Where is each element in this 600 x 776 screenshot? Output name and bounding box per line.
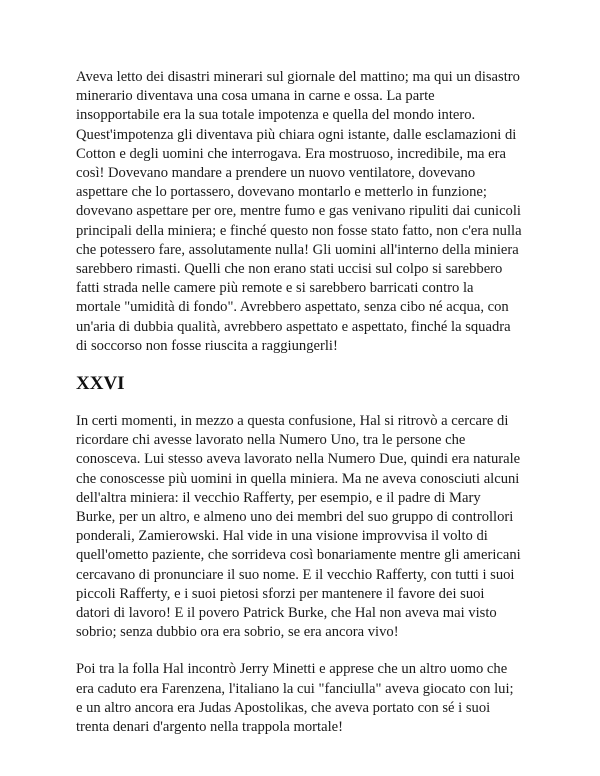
paragraph-gap [76, 642, 546, 660]
paragraph-3: Poi tra la folla Hal incontrò Jerry Minetti e apprese che un altro uomo che era caduto era Farenzena, l'italiano la cui "fanciulla" aveva giocato con lui; e un altro ancora era Judas Apostolikas, che aveva portato con sé i suoi trenta denari d'argento nella trappola mortale! [76, 661, 514, 736]
chapter-heading: XXVI [76, 373, 125, 395]
paragraph-1: Aveva letto dei disastri minerari sul giornale del mattino; ma qui un disastro minerario diventava una cosa umana in carne e ossa. La parte insopportabile era la sua totale impotenza e quella del mondo intero. Quest'impotenza gli diventava più chiara ogni istante, dalle esclamazioni di Cotton e degli uomini che interrogava. Era mostruoso, incredibile, ma era così! Dovevano mandare a prendere un nuovo ventilatore, dovevano aspettare che lo portassero, dovevano montarlo e metterlo in funzione; dovevano aspettare per ore, mentre fumo e gas venivano ripuliti dai cunicoli principali della miniera; e finché questo non fosse stato fatto, non c'era nulla che potessero fare, assolutamente nulla! Gli uomini all'interno della miniera sarebbero rimasti. Quelli che non erano stati uccisi sul colpo si sarebbero fatti strada nelle camere più remote e si sarebbero barricati contro la mortale "umidità di fondo". Avrebbero aspettato, senza cibo né acqua, con un'aria di dubbia qualità, avrebbero aspettato e aspettato, finché la squadra di soccorso non fosse riuscita a raggiungerli! [76, 69, 522, 354]
document-page [76, 68, 546, 737]
paragraph-2: In certi momenti, in mezzo a questa confusione, Hal si ritrovò a cercare di ricordare chi avesse lavorato nella Numero Uno, tra le persone che conosceva. Lui stesso aveva lavorato nella Numero Due, quindi era naturale che conoscesse più uomini in quella miniera. Ma ne aveva conosciuti alcuni dell'altra miniera: il vecchio Rafferty, per esempio, e il padre di Mary Burke, per un altro, e almeno uno dei membri del suo gruppo di controllori ponderali, Zamierowski. Hal vide in una visione improvvisa il volto di quell'ometto paziente, che sorrideva così bonariamente mentre gli americani cercavano di pronunciare il suo nome. E il vecchio Rafferty, con tutti i suoi piccoli Rafferty, e i suoi pietosi sforzi per mantenere il favore dei suoi datori di lavoro! E il povero Patrick Burke, che Hal non aveva mai visto sobrio; senza dubbio ora era sobrio, se era ancora vivo! [76, 413, 521, 641]
